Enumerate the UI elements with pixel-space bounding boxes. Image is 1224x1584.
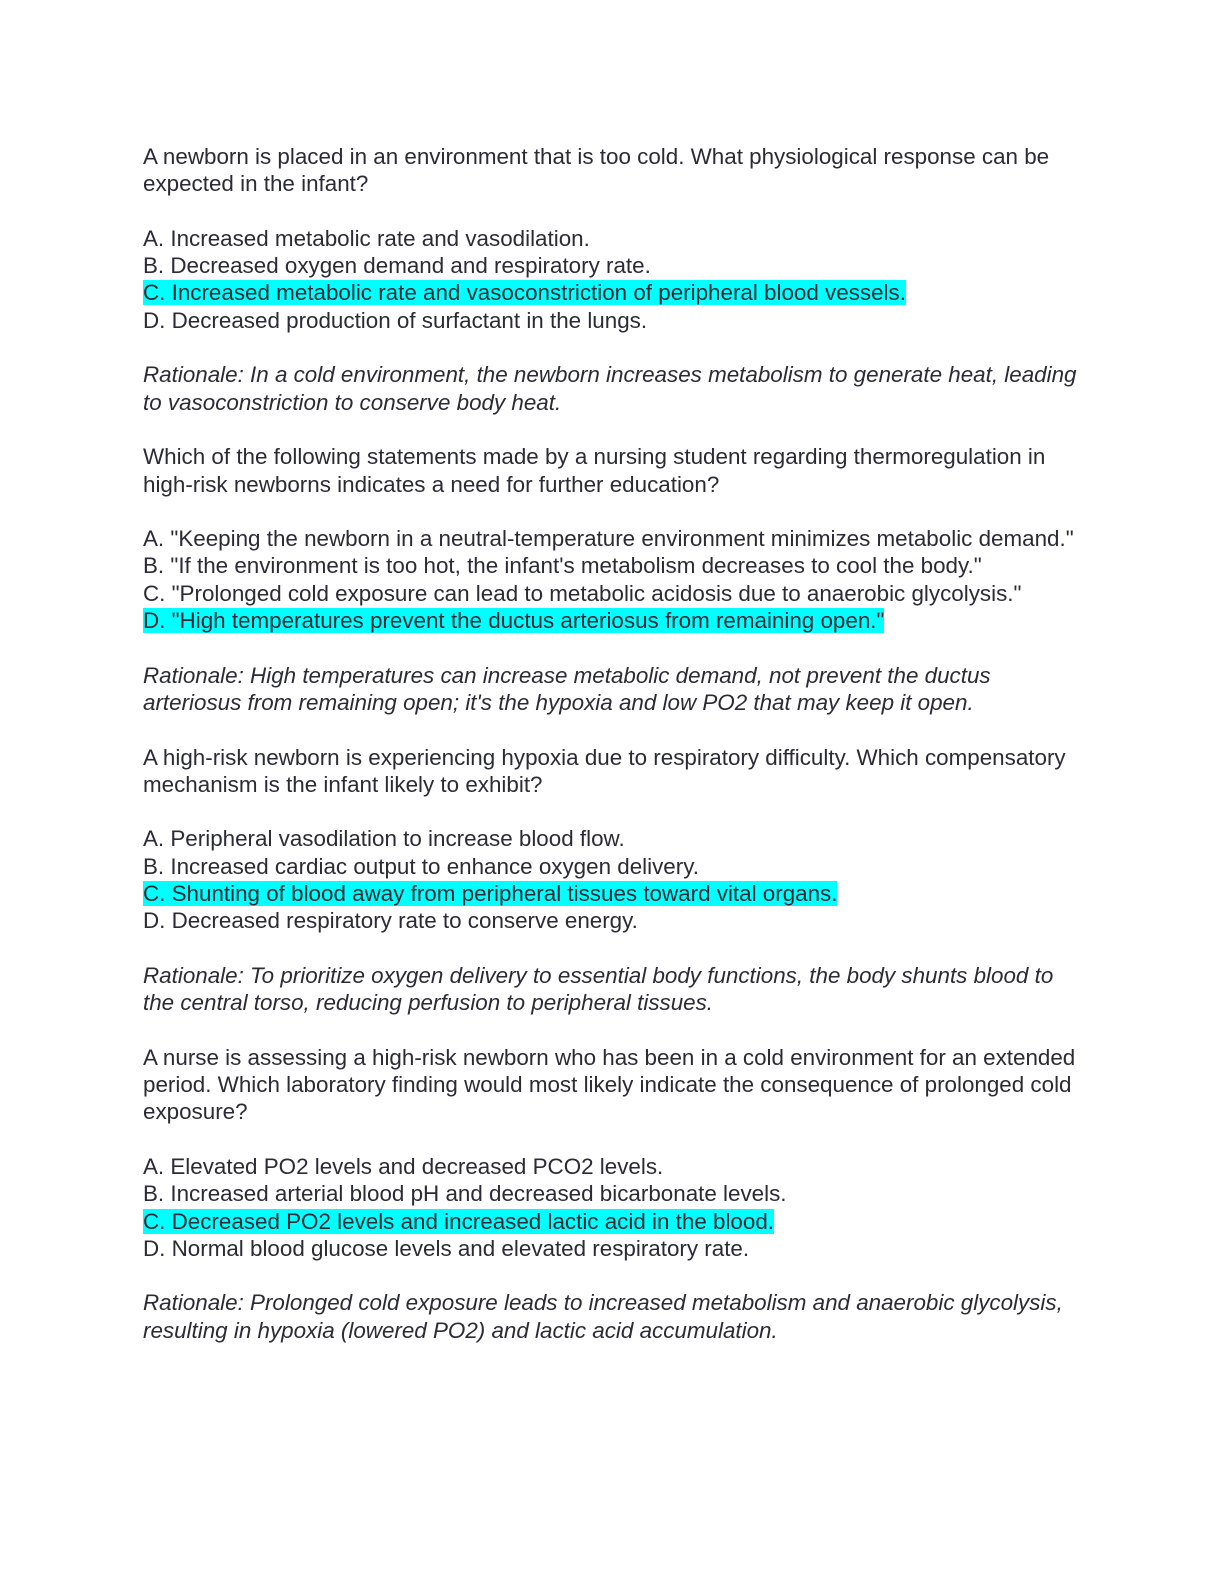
answer-option-b: B. Decreased oxygen demand and respiratory rate. xyxy=(143,253,651,279)
answer-option-a: A. Increased metabolic rate and vasodilation. xyxy=(143,225,590,251)
highlight: D. "High temperatures prevent the ductus arteriosus from remaining open." xyxy=(143,608,885,634)
answer-option-d: D. Normal blood glucose levels and elevated respiratory rate. xyxy=(143,1235,750,1261)
rationale: Rationale: To prioritize oxygen delivery to essential body functions, the body shunts blood to the central torso, reducing perfusion to peripheral tissues. xyxy=(143,962,1054,1016)
answer-options xyxy=(143,225,1083,334)
answer-option-a: A. Elevated PO2 levels and decreased PCO2 levels. xyxy=(143,1153,664,1179)
rationale: Rationale: Prolonged cold exposure leads to increased metabolism and anaerobic glycolysis, resulting in hypoxia (lowered PO2) and lactic acid accumulation. xyxy=(143,1290,1063,1343)
question-block xyxy=(143,744,1083,1017)
highlight: C. Decreased PO2 levels and increased lactic acid in the blood. xyxy=(143,1208,775,1234)
question-block xyxy=(143,443,1083,716)
answer-option-c-correct xyxy=(143,279,1083,306)
highlight: C. Shunting of blood away from peripheral tissues toward vital organs. xyxy=(143,881,838,907)
answer-option-c-correct xyxy=(143,880,1083,907)
answer-option-c: C. "Prolonged cold exposure can lead to metabolic acidosis due to anaerobic glycolysis." xyxy=(143,580,1022,606)
answer-option-d-correct xyxy=(143,607,1083,634)
question-text: A newborn is placed in an environment that is too cold. What physiological response can be expected in the infant? xyxy=(143,144,1050,197)
answer-options xyxy=(143,1153,1083,1262)
answer-option-d: D. Decreased production of surfactant in the lungs. xyxy=(143,307,648,333)
question-text: A nurse is assessing a high-risk newborn who has been in a cold environment for an extended period. Which laboratory finding would most likely indicate the consequence of prolonged cold exposure? xyxy=(143,1044,1076,1125)
answer-option-b: B. Increased arterial blood pH and decreased bicarbonate levels. xyxy=(143,1181,787,1207)
document-page xyxy=(143,143,1083,1371)
answer-options xyxy=(143,525,1083,634)
question-block xyxy=(143,143,1083,416)
question-text: A high-risk newborn is experiencing hypoxia due to respiratory difficulty. Which compensatory mechanism is the infant likely to exhibit? xyxy=(143,744,1066,797)
answer-option-a: A. Peripheral vasodilation to increase blood flow. xyxy=(143,826,625,852)
answer-option-a: A. "Keeping the newborn in a neutral-temperature environment minimizes metabolic demand." xyxy=(143,526,1074,552)
question-text: Which of the following statements made by a nursing student regarding thermoregulation in high-risk newborns indicates a need for further education? xyxy=(143,444,1046,497)
rationale: Rationale: High temperatures can increase metabolic demand, not prevent the ductus arteriosus from remaining open; it's the hypoxia and low PO2 that may keep it open. xyxy=(143,662,991,715)
answer-option-c-correct xyxy=(143,1208,1083,1235)
rationale: Rationale: In a cold environment, the newborn increases metabolism to generate heat, leading to vasoconstriction to conserve body heat. xyxy=(143,362,1077,415)
question-block xyxy=(143,1044,1083,1344)
answer-options xyxy=(143,825,1083,934)
answer-option-b: B. Increased cardiac output to enhance oxygen delivery. xyxy=(143,853,699,879)
highlight: C. Increased metabolic rate and vasoconstriction of peripheral blood vessels. xyxy=(143,280,906,306)
answer-option-b: B. "If the environment is too hot, the infant's metabolism decreases to cool the body." xyxy=(143,553,982,579)
answer-option-d: D. Decreased respiratory rate to conserve energy. xyxy=(143,908,638,934)
